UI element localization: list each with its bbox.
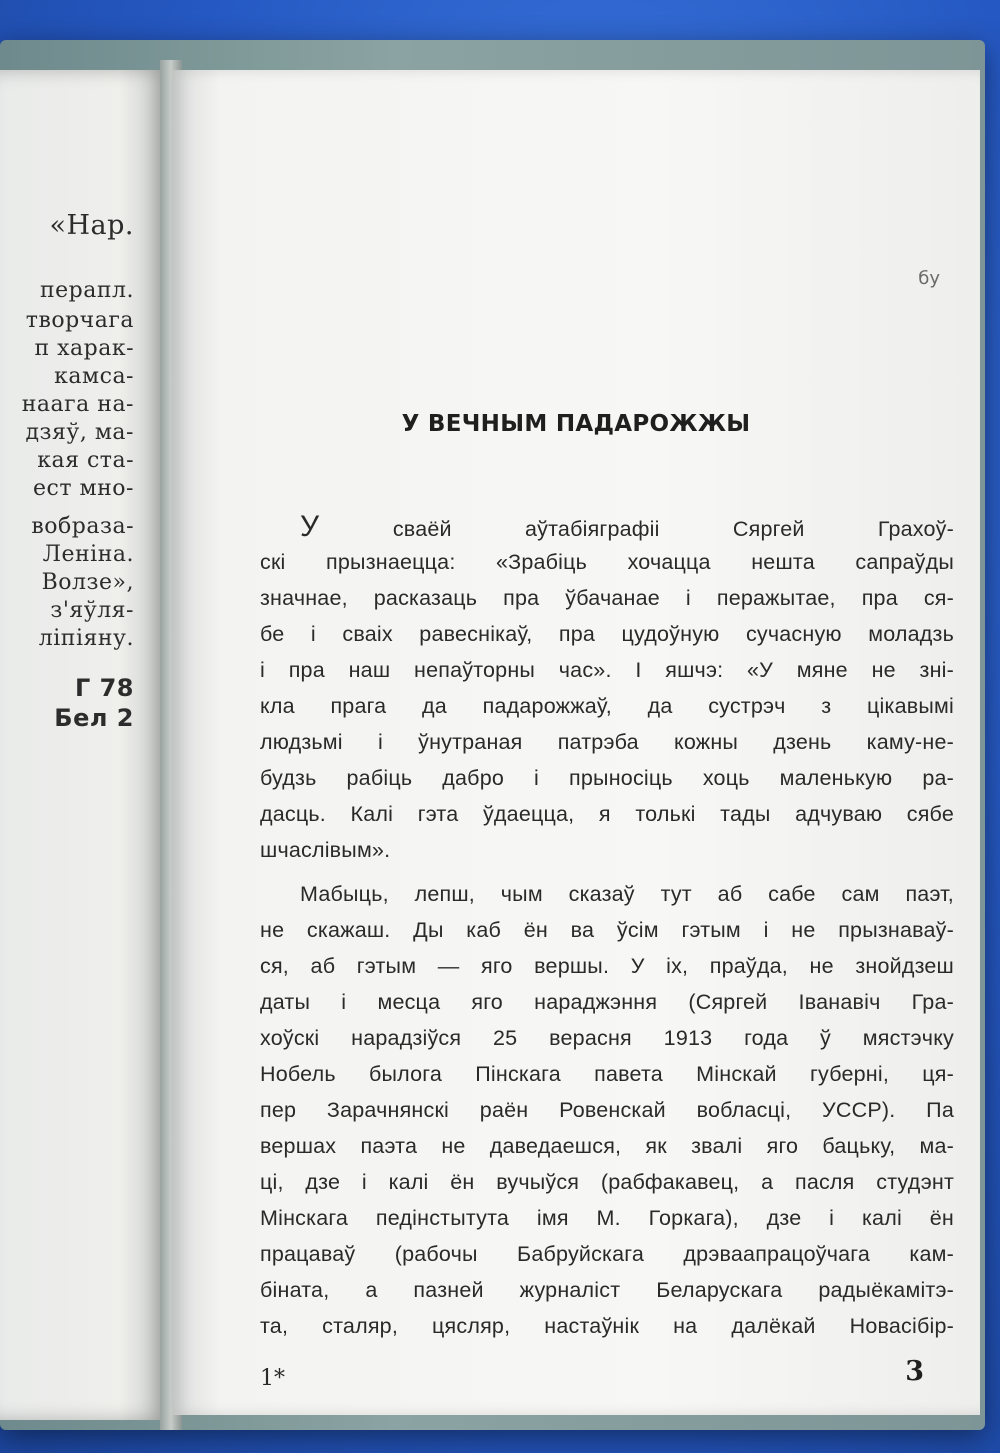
left-page-line: Леніна.: [42, 542, 134, 567]
paragraph-line-text: сваёй аўтабіяграфіі Сяргей Грахоў-: [392, 517, 954, 541]
chapter-title: У ВЕЧНЫМ ПАДАРОЖЖЫ: [401, 411, 751, 437]
left-page-line: ліпіяну.: [38, 626, 134, 651]
left-page-line: Волзе»,: [41, 570, 134, 595]
paragraph-line: будзь рабіць дабро і прыносіць хоць маленькую ра-: [260, 766, 954, 790]
paragraph-initial-word: У: [300, 510, 320, 543]
left-page: [0, 70, 170, 1420]
paragraph-line: скі прызнаецца: «Зрабіць хочацца нешта сапраўды: [260, 550, 954, 574]
right-page: [172, 70, 980, 1415]
paragraph-line: та, сталяр, цясляр, настаўнік на далёкай Новасібір-: [260, 1314, 954, 1338]
left-page-index-code: Г 78: [74, 674, 134, 702]
left-page-line: перапл.: [39, 278, 134, 303]
left-page-line: ест мно-: [33, 476, 134, 501]
left-page-line: «Нар.: [49, 210, 134, 241]
paragraph-line: [300, 510, 954, 544]
paragraph-line: працаваў (рабочы Бабруйскага дрэваапрацоўчага кам-: [260, 1242, 954, 1266]
left-page-line: камса-: [54, 364, 134, 389]
paragraph-line: і пра наш непаўторны час». І яшчэ: «У мяне не зні-: [260, 658, 954, 682]
left-page-line: дзяў, ма-: [25, 420, 134, 445]
signature-mark: 1*: [260, 1366, 285, 1391]
paragraph-line: даты і месца яго нараджэння (Сяргей Іванавіч Гра-: [260, 990, 954, 1014]
paragraph-line: не скажаш. Ды каб ён ва ўсім гэтым і не прызнаваў-: [260, 918, 954, 942]
paragraph-line: дасць. Калі гэта ўдаецца, я толькі тады адчуваю сябе: [260, 802, 954, 826]
paragraph-line: біната, а пазней журналіст Беларускага радыёкамітэ-: [260, 1278, 954, 1302]
left-page-index-code: Бел 2: [54, 704, 134, 732]
paragraph-line: значнае, расказаць пра ўбачанае і перажытае, пра ся-: [260, 586, 954, 610]
paragraph-line: людзьмі і ўнутраная патрэба кожны дзень каму-не-: [260, 730, 954, 754]
page-number: 3: [905, 1356, 924, 1387]
left-page-line: кая ста-: [37, 448, 134, 473]
paragraph-line: шчаслівым».: [260, 838, 391, 862]
paragraph-line: кла прага да падарожжаў, да сустрэч з цікавымі: [260, 694, 954, 718]
left-page-line: з'яўля-: [50, 598, 134, 623]
paragraph-line: пер Зарачнянскі раён Ровенскай вобласці, УССР). Па: [260, 1098, 954, 1122]
paragraph-line: вершах паэта не даведаешся, як звалі яго бацьку, ма-: [260, 1134, 954, 1158]
left-page-line: вобраза-: [31, 514, 134, 539]
paragraph-line: хоўскі нарадзіўся 25 верасня 1913 года ў мястэчку: [260, 1026, 954, 1050]
paragraph-line: Нобель былога Пінскага павета Мінскай губерні, ця-: [260, 1062, 954, 1086]
paragraph-line: ці, дзе і калі ён вучыўся (рабфакавец, а пасля студэнт: [260, 1170, 954, 1194]
paragraph-line: Мабыць, лепш, чым сказаў тут аб сабе сам паэт,: [300, 882, 954, 906]
paragraph-line: ся, аб гэтым — яго вершы. У іх, праўда, не знойдзеш: [260, 954, 954, 978]
paragraph-line: Мінскага педінстытута імя М. Горкага), дзе і калі ён: [260, 1206, 954, 1230]
left-page-line: наага на-: [21, 392, 134, 417]
page-corner-mark: бу: [918, 268, 940, 289]
left-page-line: п харак-: [34, 336, 134, 361]
left-page-line: творчага: [25, 308, 134, 333]
paragraph-line: бе і сваіх равеснікаў, пра цудоўную сучасную моладзь: [260, 622, 954, 646]
